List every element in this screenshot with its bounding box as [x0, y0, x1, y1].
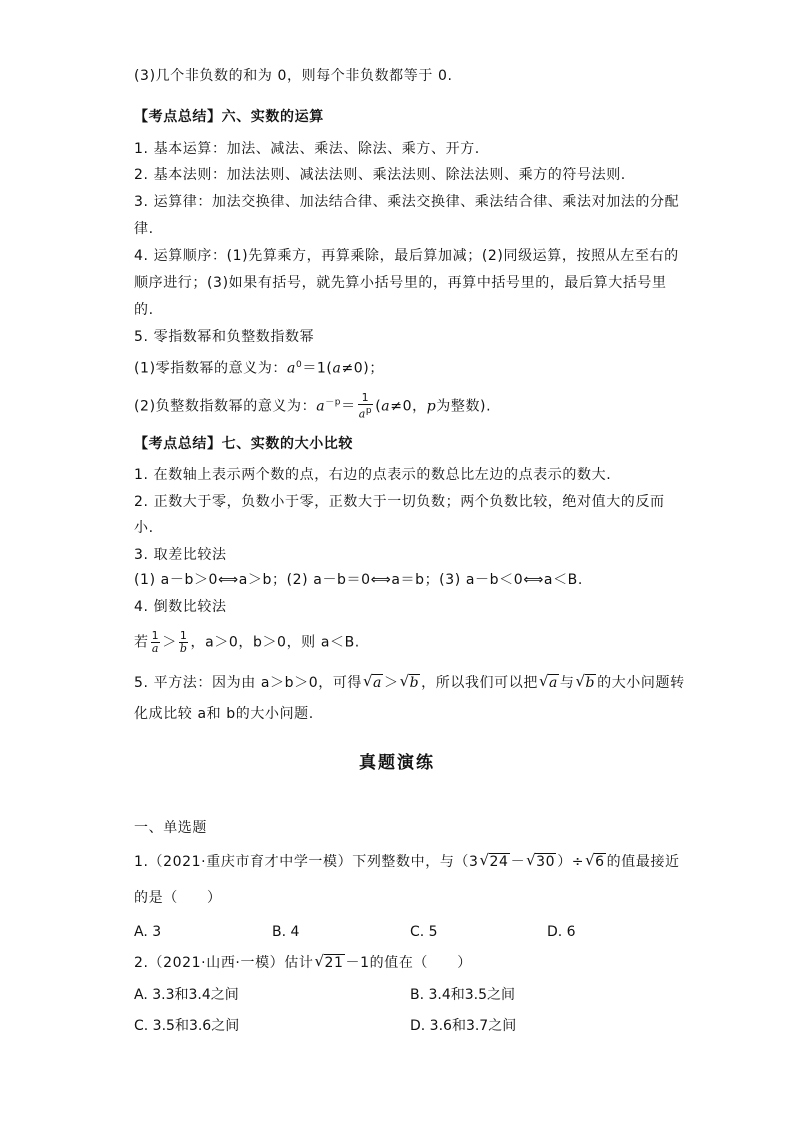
math-var: a — [358, 407, 366, 421]
square-root — [526, 852, 556, 872]
text-run: 5. 平方法：因为由 a＞b＞0，可得 — [134, 675, 363, 691]
radicand: b — [409, 675, 420, 691]
fraction-denominator: b — [179, 642, 188, 655]
radicand: 21 — [324, 955, 344, 971]
text-run: (2)负整数指数幂的意义为： — [134, 398, 317, 415]
text-run: 的值最接近 — [606, 854, 680, 870]
math-exponent: 0 — [295, 360, 303, 370]
text-run: 若 — [134, 634, 149, 651]
radicand: b — [585, 675, 596, 691]
fraction-denominator — [358, 405, 374, 421]
square-root — [400, 673, 421, 693]
fraction — [151, 630, 161, 655]
text-run: ＝1( — [302, 360, 333, 377]
fraction — [179, 630, 189, 655]
option-b: B. 4 — [272, 924, 300, 940]
radicand: a — [373, 675, 382, 691]
math-var: p — [426, 398, 437, 415]
question-type-heading: 一、单选题 — [134, 820, 207, 836]
text-line: 小. — [134, 520, 154, 536]
option-c: C. 5 — [410, 924, 438, 940]
option-b: B. 3.4和3.5之间 — [410, 987, 516, 1003]
math-exponent: p — [365, 406, 373, 416]
option-c: C. 3.5和3.6之间 — [134, 1018, 240, 1034]
square-root — [363, 673, 383, 693]
section-title: 真题演练 — [359, 753, 435, 773]
square-root — [480, 852, 510, 872]
text-line: 5. 零指数幂和负整数指数幂 — [134, 329, 315, 345]
question-stem — [134, 852, 680, 872]
fraction-numerator: 1 — [179, 629, 188, 642]
text-line: 2. 基本法则：加法法则、减法法则、乘法法则、除法法则、乘方的符号法则. — [134, 167, 626, 183]
text-line: 律. — [134, 221, 154, 237]
text-line: 顺序进行；(3)如果有括号，就先算小括号里的，再算中括号里的，最后算大括号里 — [134, 275, 667, 291]
math-var: a — [381, 398, 391, 415]
text-run: 为整数). — [436, 398, 492, 415]
text-run: ( — [375, 398, 382, 415]
radicand: 6 — [595, 854, 605, 870]
text-run: ≠0)； — [341, 360, 384, 377]
formula-line — [134, 630, 360, 655]
radicand: a — [548, 675, 558, 691]
text-line: 3. 运算律：加法交换律、加法结合律、乘法交换律、乘法结合律、乘法对加法的分配 — [134, 194, 680, 210]
text-line: 1. 基本运算：加法、减法、乘法、除法、乘方、开方. — [134, 141, 480, 157]
fraction — [358, 392, 374, 421]
text-run: ＝ — [341, 398, 356, 415]
text-run: ，a＞0，b＞0，则 a＜B. — [190, 634, 360, 651]
fraction-denominator: a — [151, 642, 159, 655]
text-line: 1. 在数轴上表示两个数的点，右边的点表示的数总比左边的点表示的数大. — [134, 467, 612, 483]
text-run: ＞ — [383, 675, 399, 691]
text-run: 1.（2021·重庆市育才中学一模）下列整数中，与（3 — [134, 854, 479, 870]
formula-line: (1) a－b＞0⟺a＞b；(2) a－b＝0⟺a＝b；(3) a－b＜0⟺a＜B. — [134, 572, 583, 588]
radicand: 30 — [536, 854, 556, 870]
text-run: ）÷ — [557, 854, 585, 870]
text-line: 的. — [134, 302, 154, 318]
text-run: 与 — [559, 675, 575, 691]
option-d: D. 6 — [547, 924, 576, 940]
text-run: 2.（2021·山西·一模）估计 — [134, 955, 314, 971]
text-run: 的大小问题转 — [597, 675, 685, 691]
option-a: A. 3.3和3.4之间 — [134, 987, 239, 1003]
formula-line — [134, 392, 491, 421]
section-heading: 【考点总结】六、实数的运算 — [134, 109, 324, 125]
math-var: a — [316, 398, 326, 415]
section-heading: 【考点总结】七、实数的大小比较 — [134, 436, 353, 452]
formula-line — [134, 673, 685, 693]
fraction-numerator: 1 — [358, 392, 374, 405]
text-line: (3)几个非负数的和为 0，则每个非负数都等于 0. — [134, 68, 453, 84]
math-exponent: －p — [325, 397, 342, 408]
text-line: 4. 倒数比较法 — [134, 599, 227, 615]
text-run: －1的值在（ ） — [345, 955, 472, 971]
option-a: A. 3 — [134, 924, 162, 940]
square-root — [539, 673, 559, 693]
text-run: ，所以我们可以把 — [421, 675, 538, 691]
text-run: ≠0， — [390, 398, 427, 415]
question-stem — [134, 953, 472, 973]
math-var: a — [332, 360, 342, 377]
fraction-numerator: 1 — [151, 629, 160, 642]
formula-line — [134, 355, 384, 379]
text-run: ＞ — [162, 634, 177, 651]
square-root — [576, 673, 597, 693]
square-root — [315, 953, 345, 973]
option-d: D. 3.6和3.7之间 — [410, 1018, 517, 1034]
radicand: 24 — [489, 854, 509, 870]
square-root — [585, 852, 606, 872]
text-line: 化成比较 a和 b的大小问题. — [134, 706, 314, 722]
question-stem: 的是（ ） — [134, 890, 222, 906]
text-run: (1)零指数幂的意义为： — [134, 360, 288, 377]
text-line: 3. 取差比较法 — [134, 547, 227, 563]
text-line: 2. 正数大于零，负数小于零，正数大于一切负数；两个负数比较，绝对值大的反而 — [134, 494, 665, 510]
math-var: a — [287, 360, 296, 377]
text-line: 4. 运算顺序：(1)先算乘方，再算乘除，最后算加减；(2)同级运算，按照从左至右的 — [134, 248, 679, 264]
text-run: － — [510, 854, 526, 870]
